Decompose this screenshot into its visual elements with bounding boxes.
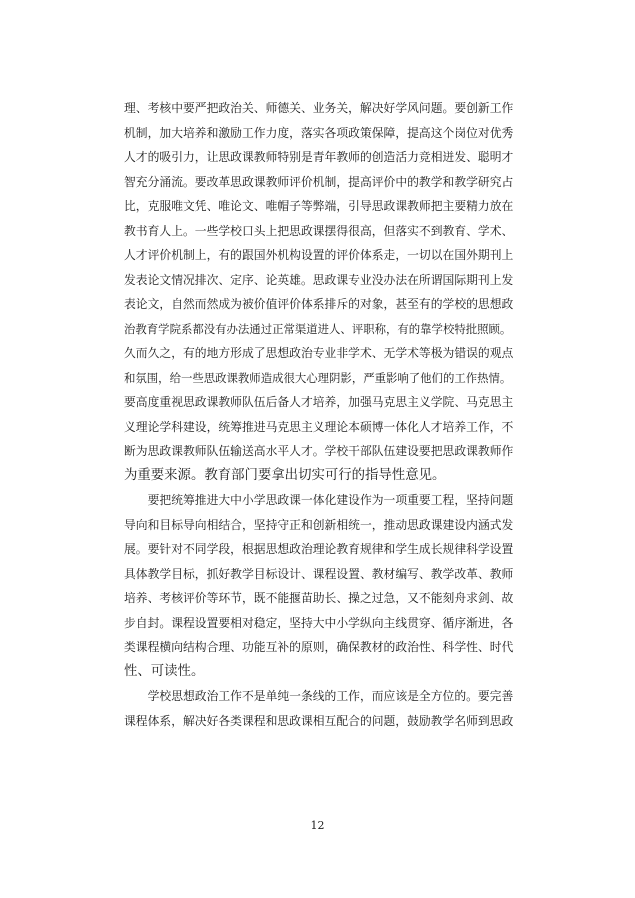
text-line: 人才评价机制上，有的跟国外机构设置的评价体系走，一切以在国外期刊上 bbox=[124, 248, 514, 262]
text-line: 为重要来源。教育部门要拿出切实可行的指导性意见。 bbox=[124, 467, 446, 483]
text-line: 要把统筹推进大中小学思政课一体化建设作为一项重要工程，坚持问题 bbox=[124, 493, 514, 507]
text-line: 课程体系，解决好各类课程和思政课相互配合的问题，鼓励教学名师到思政 bbox=[124, 713, 514, 728]
text-line: 要高度重视思政课教师队伍后备人才培养，加强马克思主义学院、马克思主 bbox=[124, 395, 514, 409]
text-line: 义理论学科建设，统筹推进马克思主义理论本硕博一体化人才培养工作，不 bbox=[124, 419, 514, 434]
text-line: 和氛围，给一些思政课教师造成很大心理阴影，严重影响了他们的工作热情。 bbox=[124, 370, 512, 385]
text-line: 类课程横向结构合理、功能互补的原则，确保教材的政治性、科学性、时代 bbox=[124, 640, 514, 654]
text-line: 发表论文情况排次、定序、论英雄。思政课专业没办法在所谓国际期刊上发 bbox=[124, 272, 514, 287]
text-line: 具体教学目标，抓好教学目标设计、课程设置、教材编写、教学改革、教师 bbox=[124, 566, 514, 581]
text-line: 人才的吸引力，让思政课教师特别是青年教师的创造活力竞相迸发、聪明才 bbox=[124, 150, 514, 164]
body-text bbox=[124, 96, 516, 733]
text-line: 智充分涌流。要改革思政课教师评价机制，提高评价中的教学和教学研究占 bbox=[124, 174, 514, 189]
text-line: 理、考核中要严把政治关、师德关、业务关，解决好学风问题。要创新工作 bbox=[124, 101, 514, 115]
text-line: 性、可读性。 bbox=[124, 663, 205, 679]
text-line: 教书育人上。一些学校口头上把思政课摆得很高，但落实不到教育、学术、 bbox=[124, 223, 514, 238]
text-line: 培养、考核评价等环节，既不能揠苗助长、操之过急，又不能刻舟求剑、故 bbox=[124, 591, 514, 605]
text-line: 比，克服唯文凭、唯论文、唯帽子等弊端，引导思政课教师把主要精力放在 bbox=[124, 199, 514, 213]
page-number: 12 bbox=[310, 819, 325, 832]
text-line: 学校思想政治工作不是单纯一条线的工作，而应该是全方位的。要完善 bbox=[124, 689, 514, 703]
text-line: 导向和目标导向相结合，坚持守正和创新相统一，推动思政课建设内涵式发 bbox=[124, 517, 514, 532]
text-line: 治教育学院系都没有办法通过正常渠道进人、评职称，有的靠学校特批照顾。 bbox=[124, 321, 512, 336]
text-line: 断为思政课教师队伍输送高水平人才。学校干部队伍建设要把思政课教师作 bbox=[124, 444, 514, 458]
text-line: 步自封。课程设置要相对稳定，坚持大中小学纵向主线贯穿、循序渐进，各 bbox=[124, 615, 514, 630]
text-line: 展。要针对不同学段，根据思想政治理论教育规律和学生成长规律科学设置 bbox=[124, 542, 514, 556]
text-line: 机制，加大培养和激励工作力度，落实各项政策保障，提高这个岗位对优秀 bbox=[124, 125, 514, 140]
text-line: 久而久之，有的地方形成了思想政治专业非学术、无学术等极为错误的观点 bbox=[124, 346, 514, 360]
text-line: 表论文，自然而然成为被价值评价体系排斥的对象，甚至有的学校的思想政 bbox=[124, 297, 514, 311]
